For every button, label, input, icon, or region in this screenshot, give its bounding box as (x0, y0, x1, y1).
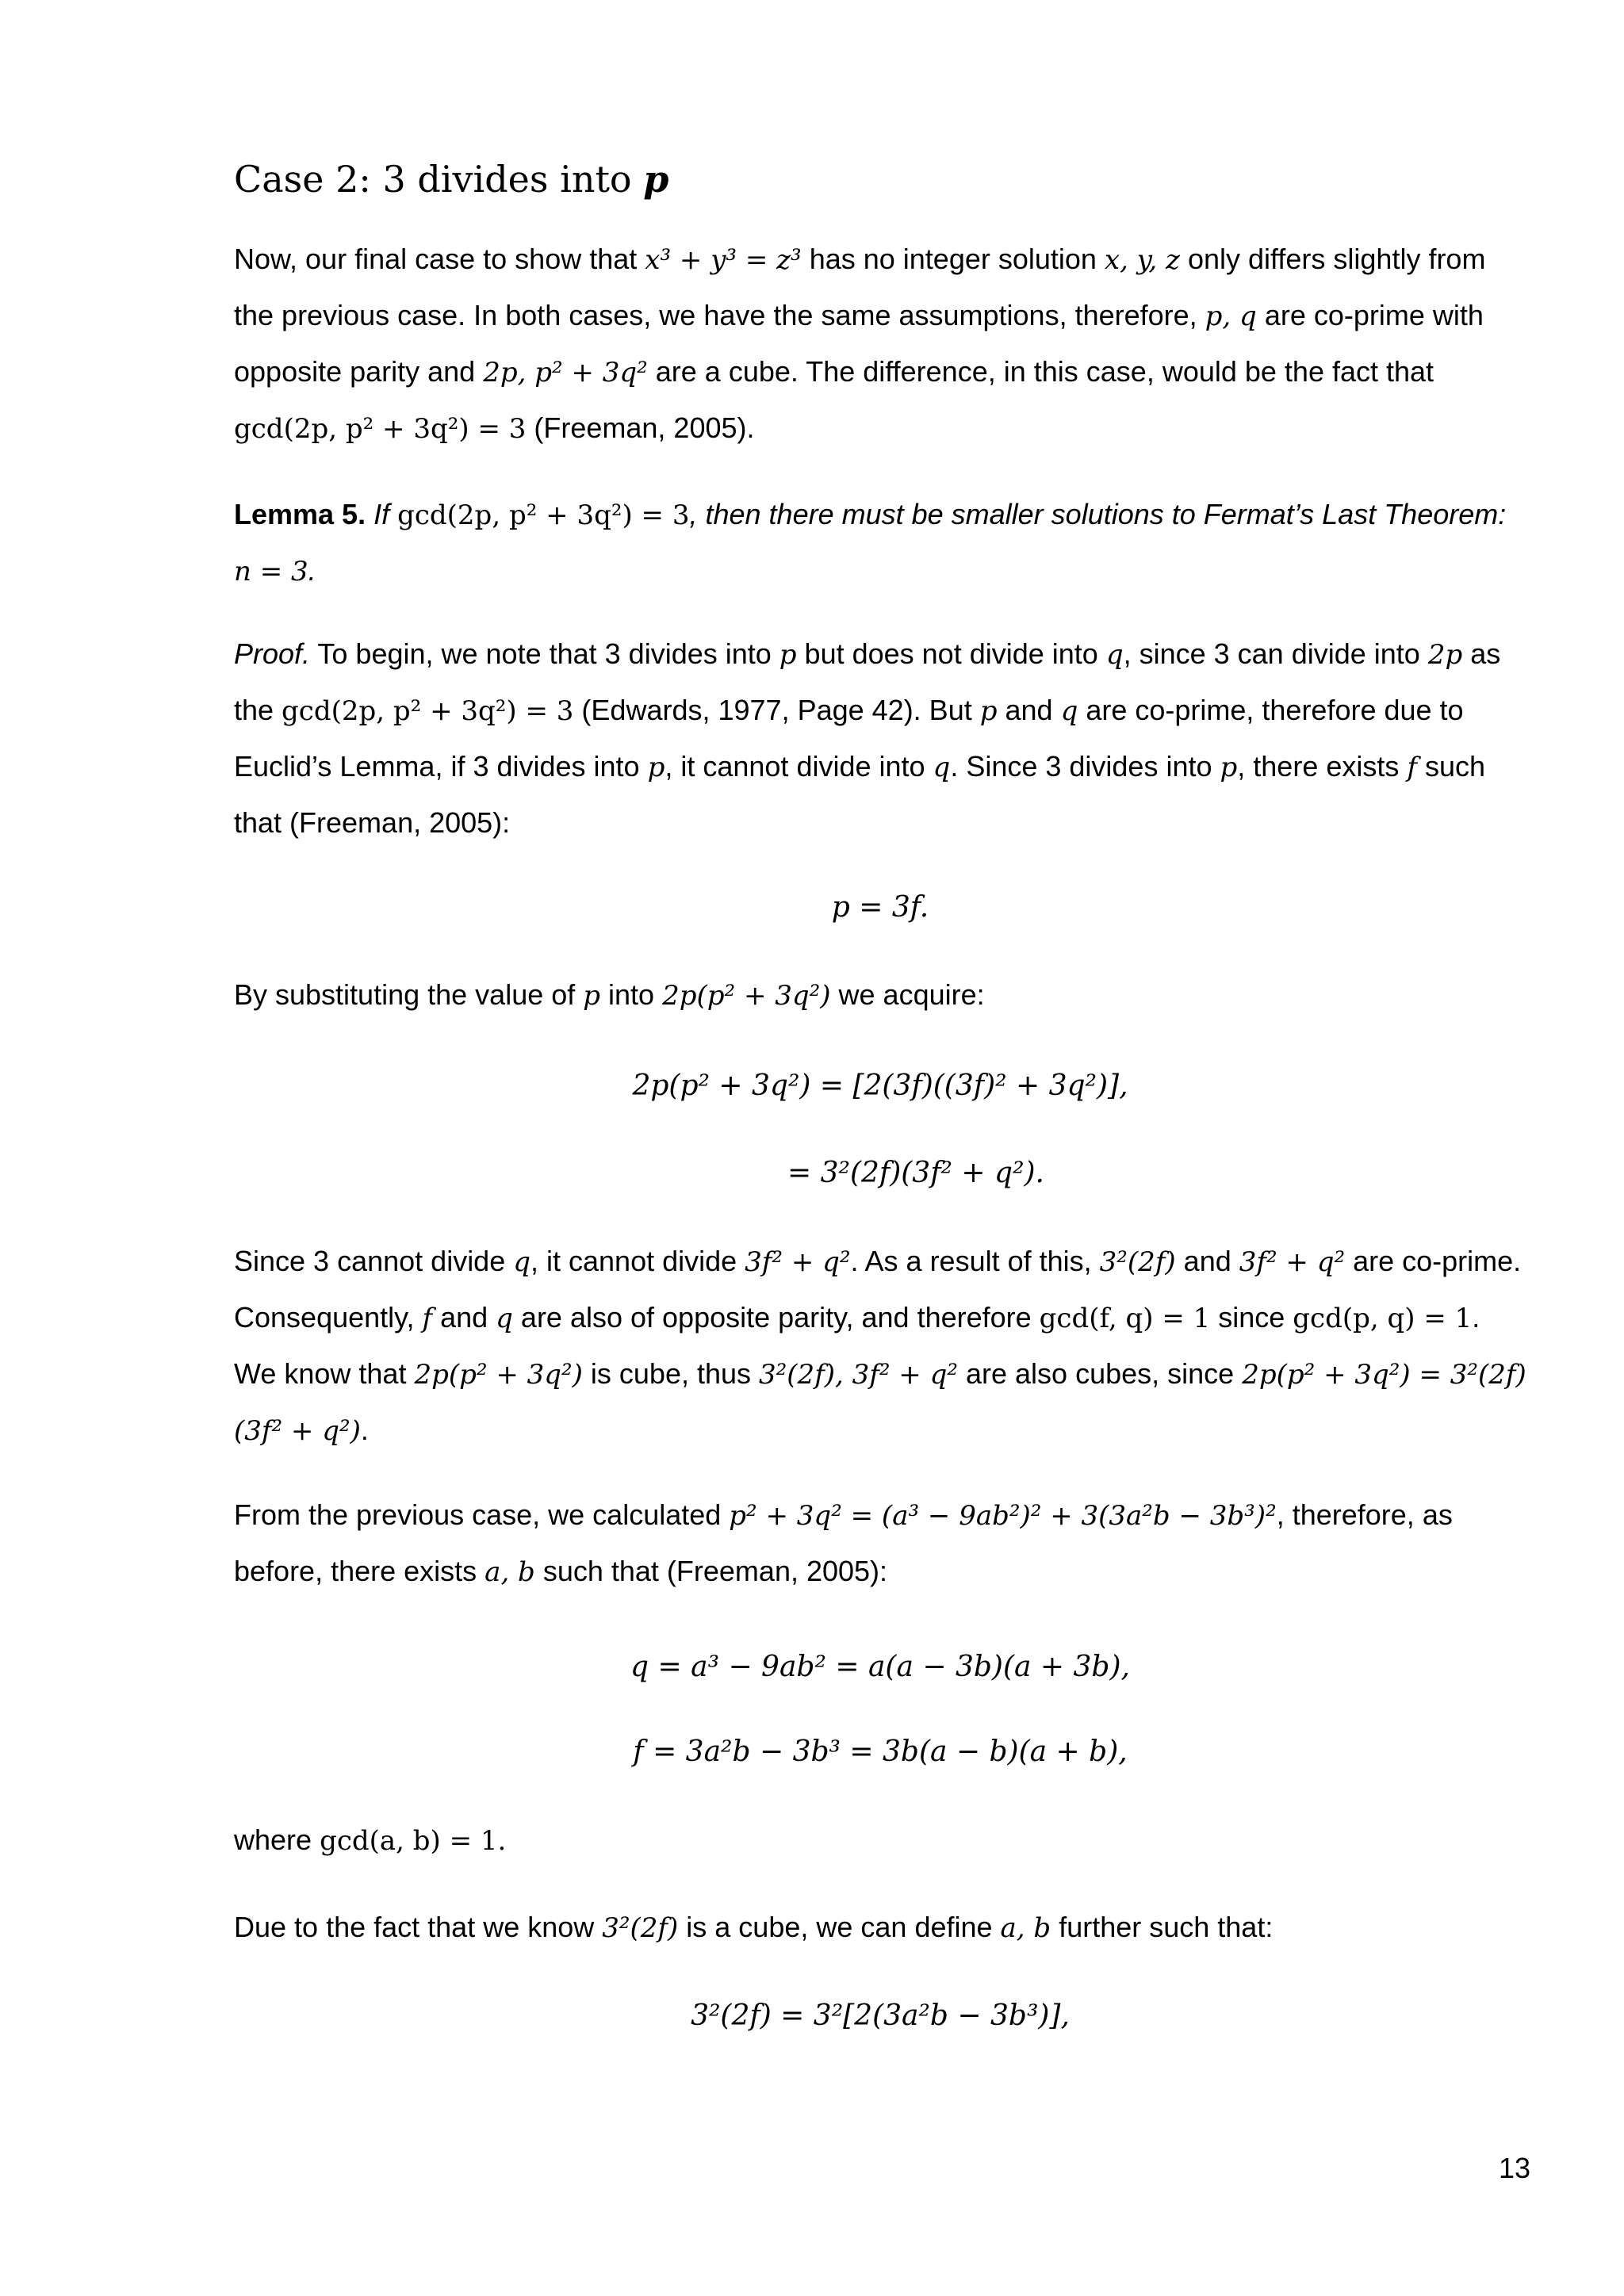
math-inline: gcd(2p, p² + 3q²) = 3 (397, 499, 690, 531)
coprime-paragraph: Since 3 cannot divide q, it cannot divide 3f² + q². As a result of this, 3²(2f) and 3f² + q² are co-prime. Consequently, f and q are also of opposite parity, and therefore gcd(f, q) = 1 since gcd(p, q) = 1. We know that 2p(p² + 3q²) is cube, thus 3²(2f), 3f² + q² are also cubes, since 2p(p² + 3q²) = 3²(2f)(3f² + q²). (234, 1245, 1526, 1447)
math-inline: p, q (1205, 300, 1257, 332)
proof-label: Proof. (234, 637, 311, 670)
lemma-statement: Lemma 5. If gcd(2p, p² + 3q²) = 3, then there must be smaller solutions to Fermat’s Last Theorem: n = 3. (234, 498, 1507, 587)
equation-substitution-1: 2p(p² + 3q²) = [2(3f)((3f)² + 3q²)], (632, 1070, 1128, 1102)
cube-paragraph: Due to the fact that we know 3²(2f) is a cube, we can define a, b further such that: (234, 1911, 1274, 1944)
page-number: 13 (1498, 2152, 1530, 2184)
math-inline: n = 3 (234, 556, 308, 587)
math-inline: x, y, z (1104, 244, 1180, 276)
gcd-condition: where gcd(a, b) = 1. (234, 1823, 507, 1857)
heading-variable: p (643, 158, 669, 201)
math-inline: x³ + y³ = z³ (645, 244, 802, 276)
paragraph-intro: Now, our final case to show that x³ + y³ = z³ has no integer solution x, y, z only differs slightly from the previous case. In both cases, we have the same assumptions, therefore, p, q are co-prime with opposite parity and 2p, p² + 3q² are a cube. The difference, in this case, would be the fact that gcd(2p, p² + 3q²) = 3 (Freeman, 2005). (234, 243, 1486, 445)
equation-cube: 3²(2f) = 3²[2(3a²b − 3b³)], (691, 1999, 1070, 2032)
equation-q: q = a³ − 9ab² = a(a − 3b)(a + 3b), (630, 1651, 1130, 1683)
lemma-label: Lemma 5. (234, 498, 366, 530)
equation-substitution-2: = 3²(2f)(3f² + q²). (787, 1157, 1044, 1189)
proof-paragraph: Proof. To begin, we note that 3 divides into p but does not divide into q, since 3 can divide into 2p as the gcd(2p, p² + 3q²) = 3 (Edwards, 1977, Page 42). But p and q are co-prime, therefore due to Euclid’s Lemma, if 3 divides into p, it cannot divide into q. Since 3 divides into p, there exists f such that (Freeman, 2005): (234, 637, 1501, 839)
equation-p: p = 3f. (831, 891, 929, 924)
previous-case-paragraph: From the previous case, we calculated p² + 3q² = (a³ − 9ab²)² + 3(3a²b − 3b³)², therefore, as before, there exists a, b such that (Freeman, 2005): (234, 1498, 1453, 1588)
math-inline: 2p, p² + 3q² (483, 357, 648, 388)
equation-f: f = 3a²b − 3b³ = 3b(a − b)(a + b), (633, 1735, 1128, 1768)
substitution-paragraph: By substituting the value of p into 2p(p² + 3q²) we acquire: (234, 978, 985, 1012)
section-heading: Case 2: 3 divides into p (234, 158, 669, 201)
math-inline: gcd(2p, p² + 3q²) = 3 (234, 413, 527, 445)
